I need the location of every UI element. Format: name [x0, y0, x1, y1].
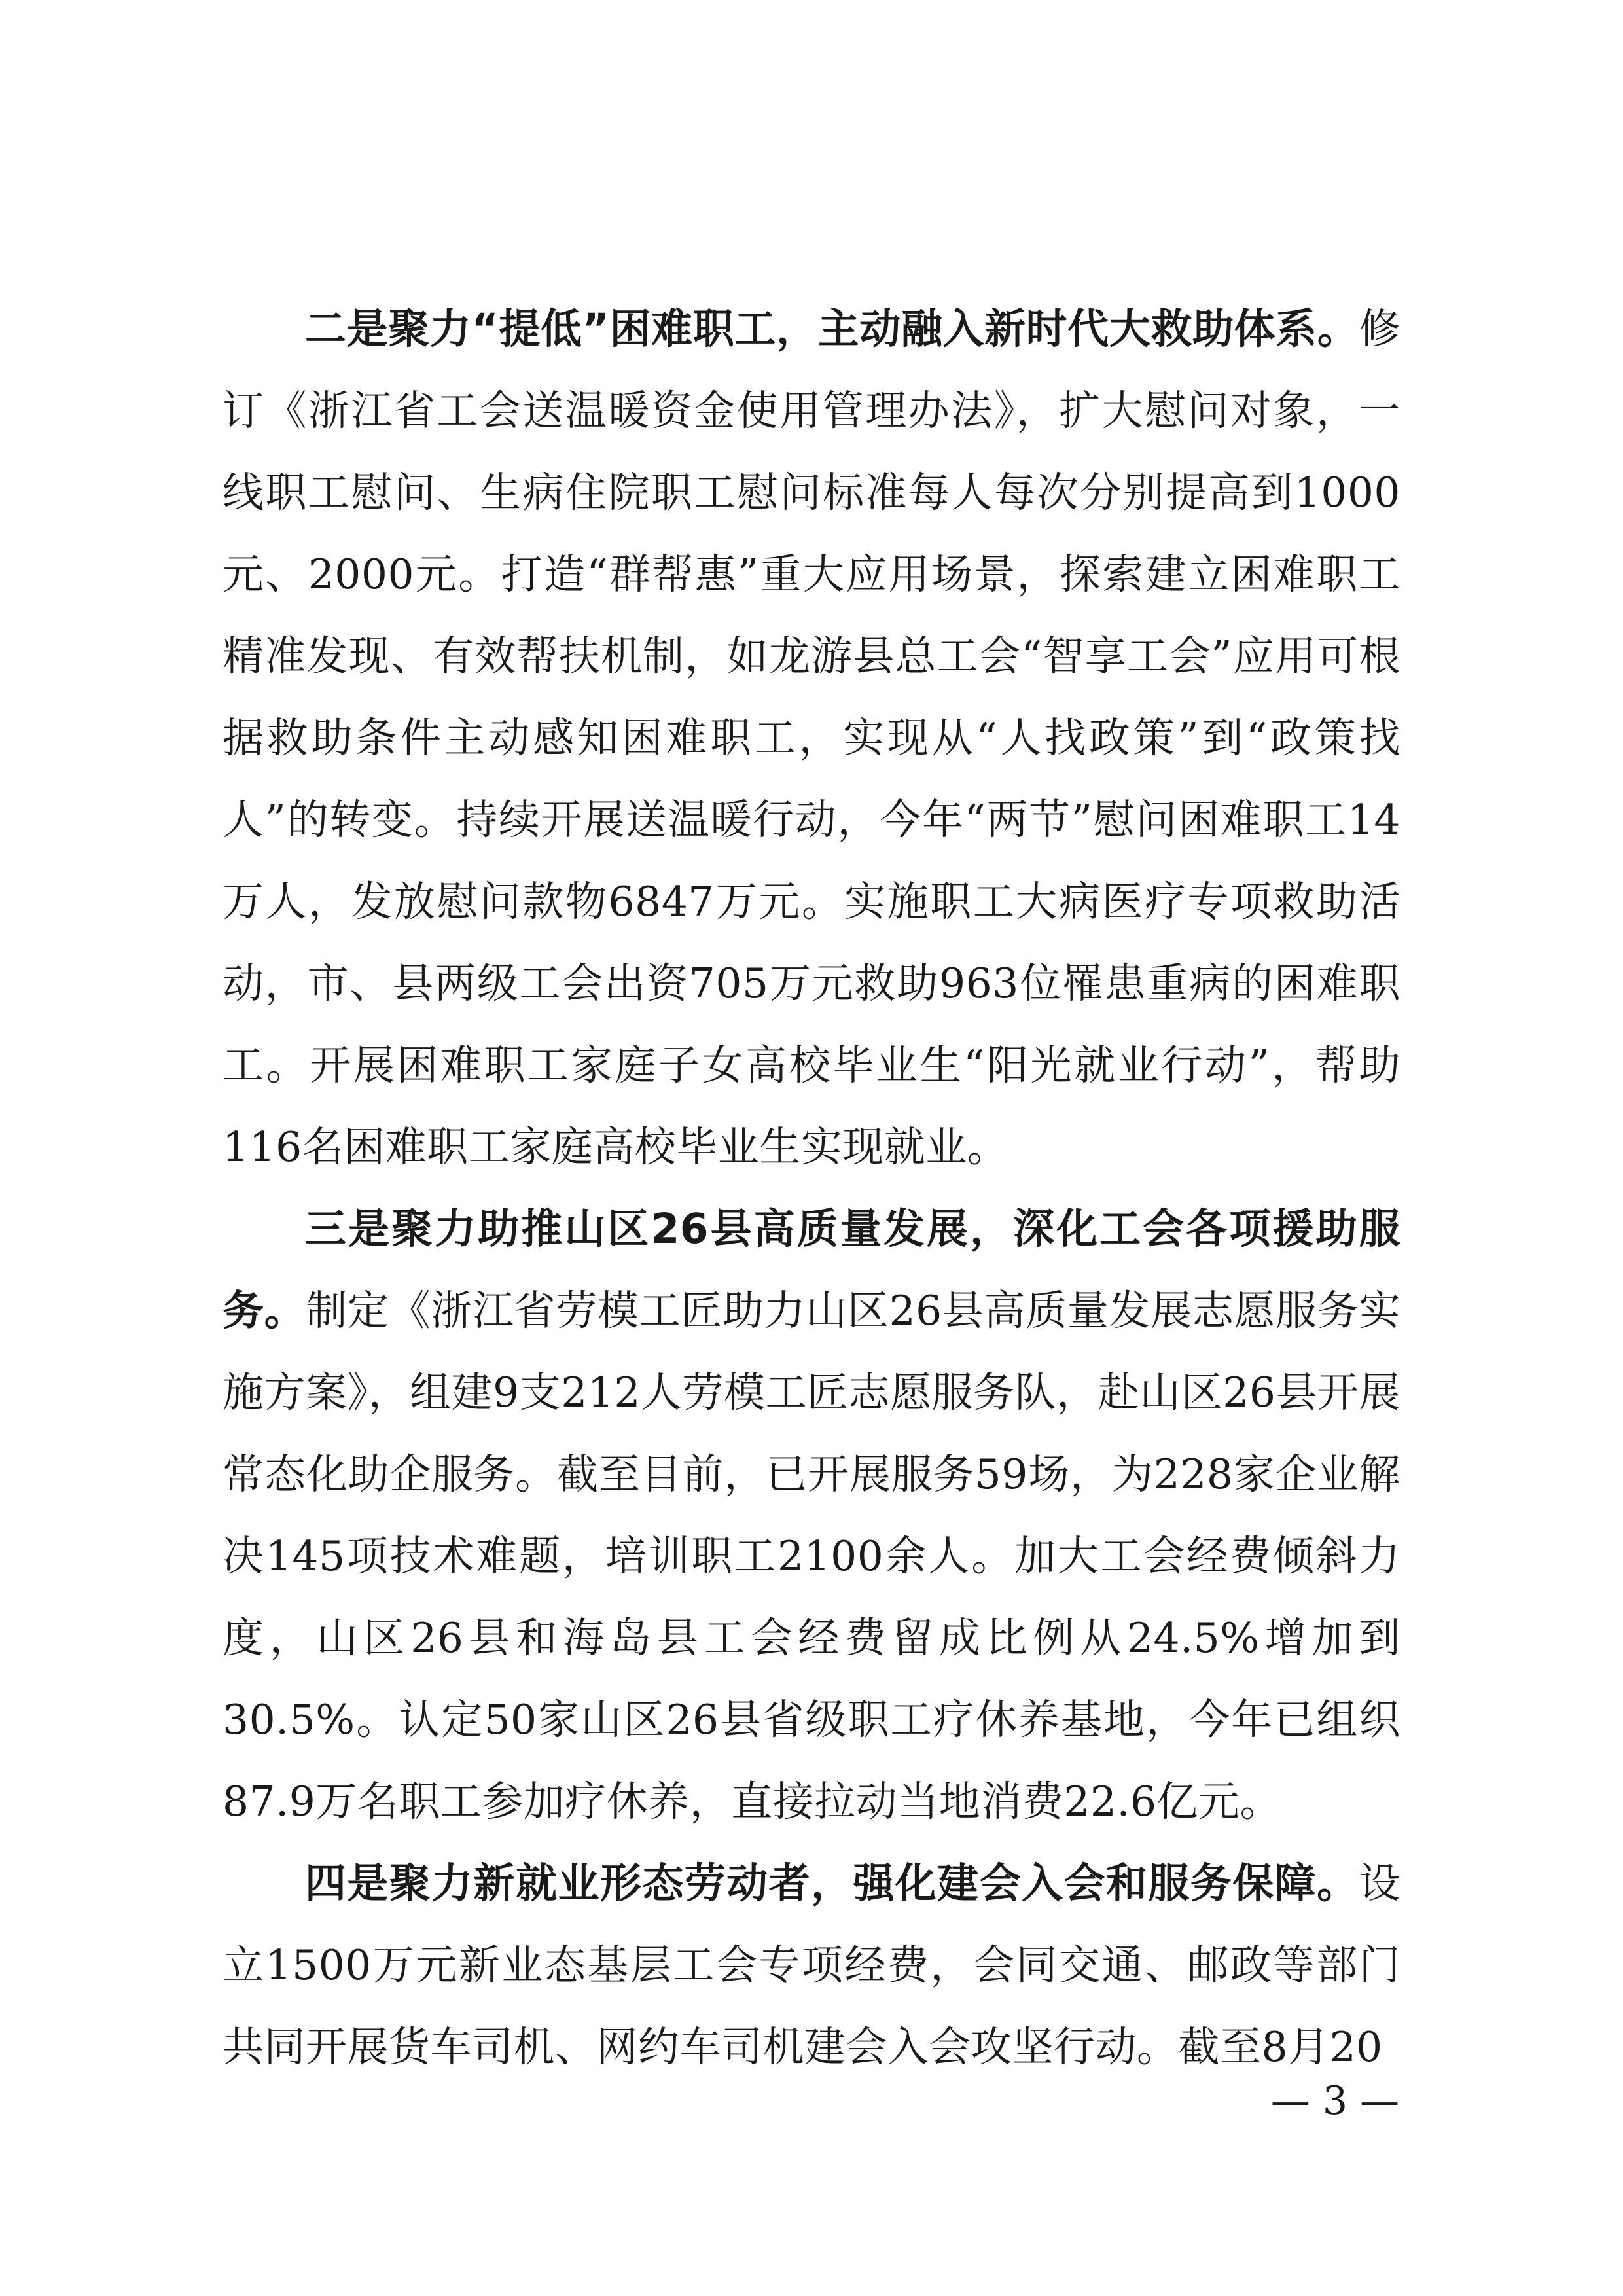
- paragraph-heading: 二是聚力“提低”困难职工，主动融入新时代大救助体系。: [305, 305, 1359, 353]
- paragraph-text: 制定《浙江省劳模工匠助力山区26县高质量发展志愿服务实施方案》，组建9支212人劳模工匠志愿服务队，赴山区26县开展常态化助企服务。截至目前，已开展服务59场，为228家企业解决145项技术难题，培训职工2100余人。加大工会经费倾斜力度，山区26县和海岛县工会经费留成比例从24.5%增加到30.5%。认定50家山区26县省级职工疗休养基地，今年已组织87.9万名职工参加疗休养，直接拉动当地消费22.6亿元。: [223, 1287, 1400, 1825]
- paragraph-new-employment: [223, 1842, 1400, 2088]
- paragraph-support-workers: [223, 288, 1400, 1188]
- document-body: [223, 288, 1400, 2088]
- page-number: — 3 —: [1270, 2078, 1400, 2124]
- paragraph-heading: 四是聚力新就业形态劳动者，强化建会入会和服务保障。: [305, 1859, 1359, 1907]
- paragraph-text: 修订《浙江省工会送温暖资金使用管理办法》，扩大慰问对象，一线职工慰问、生病住院职工慰问标准每人每次分别提高到1000元、2000元。打造“群帮惠”重大应用场景，探索建立困难职工精准发现、有效帮扶机制，如龙游县总工会“智享工会”应用可根据救助条件主动感知困难职工，实现从“人找政策”到“政策找人”的转变。持续开展送温暖行动，今年“两节”慰问困难职工14万人，发放慰问款物6847万元。实施职工大病医疗专项救助活动，市、县两级工会出资705万元救助963位罹患重病的困难职工。开展困难职工家庭子女高校毕业生“阳光就业行动”，帮助116名困难职工家庭高校毕业生实现就业。: [223, 305, 1400, 1171]
- paragraph-text: 设立1500万元新业态基层工会专项经费，会同交通、邮政等部门共同开展货车司机、网约车司机建会入会攻坚行动。截至8月20: [223, 1859, 1400, 2071]
- paragraph-heading: 三是聚力助推山区26县高质量发展，深化工会各项援助服务。: [223, 1205, 1400, 1335]
- paragraph-mountain-counties: [223, 1188, 1400, 1842]
